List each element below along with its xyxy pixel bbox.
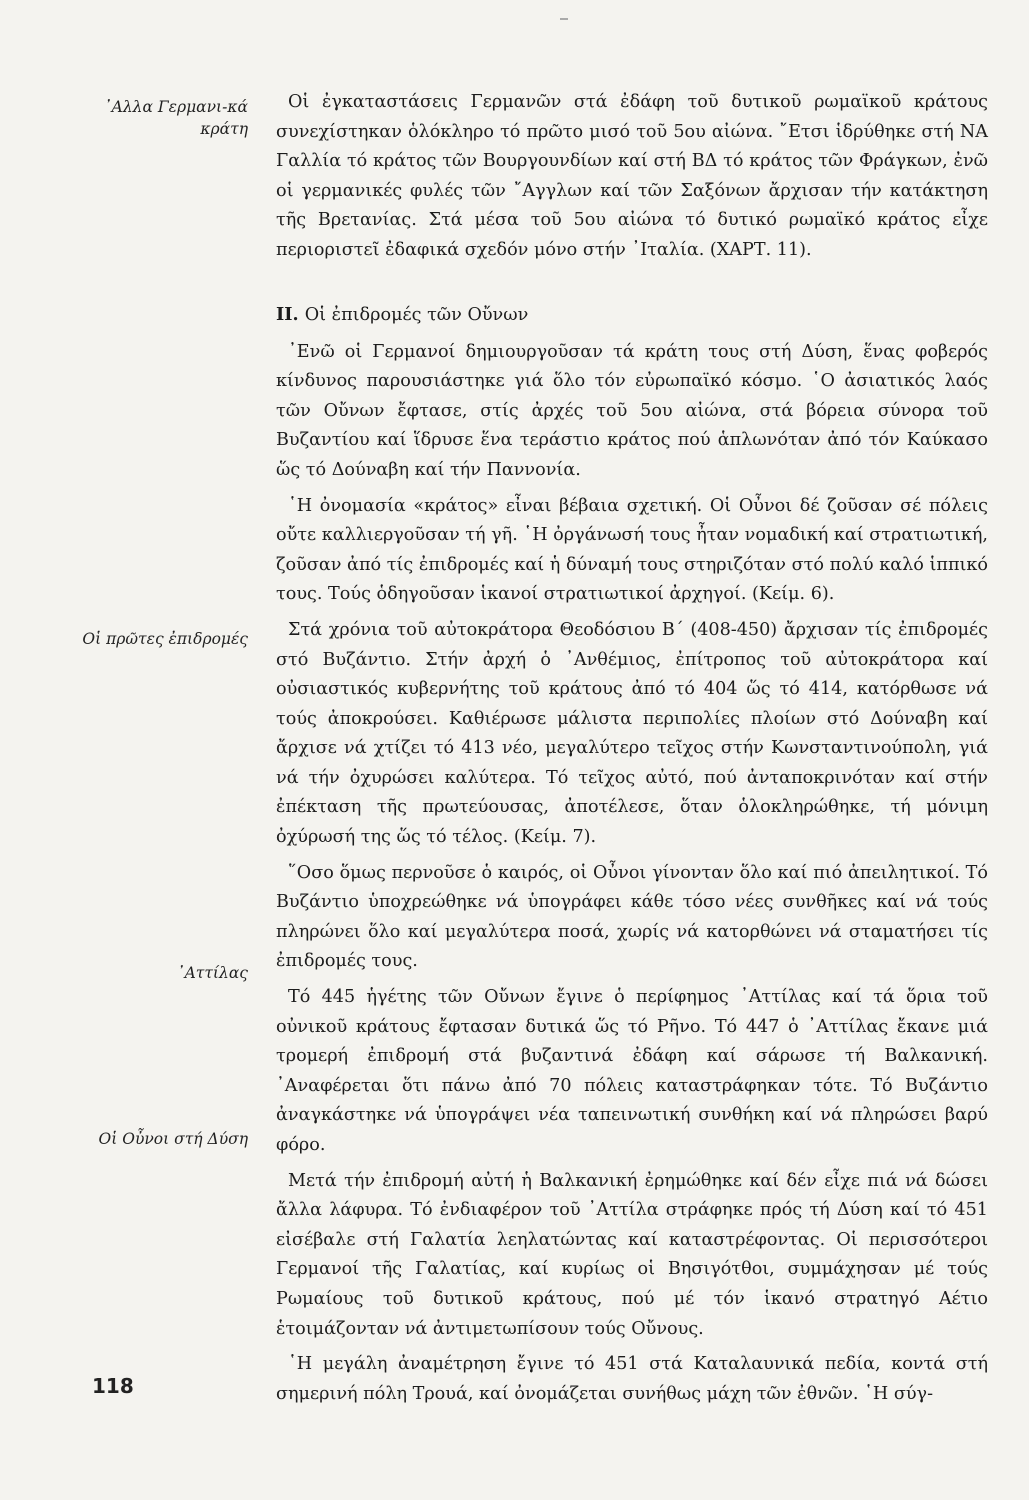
paragraph-battle-of-nations: ῾Η μεγάλη ἀναμέτρηση ἔγινε τό 451 στά Καταλαυνικά πεδία, κοντά στή σημερινή πόλη Τρουά, καί ὀνομάζεται συνήθως μάχη τῶν ἐθνῶν. ῾Η σύγ-: [276, 1354, 988, 1404]
print-mark: [560, 18, 568, 20]
section-heading: [276, 302, 988, 328]
margin-note-ounnoi-dysi: Οἱ Οὖνοι στή Δύση: [98, 1130, 248, 1148]
paragraph-threat-grows: ῞Οσο ὅμως περνοῦσε ὁ καιρός, οἱ Οὖνοι γίνονταν ὅλο καί πιό ἀπειλητικοί. Τό Βυζάντιο ὑποχρεώθηκε νά ὑπογράφει κάθε τόσο νέες συνθῆκες καί νά τούς πληρώνει ὅλο καί μεγαλύτερα ποσά, χωρίς νά κατορθώνει νά σταματήσει τίς ἐπιδρομές τους.: [276, 862, 988, 972]
main-text: [276, 88, 988, 1409]
section-numeral: ΙΙ.: [276, 303, 299, 325]
paragraph-huns-state: ῾Η ὀνομασία «κράτος» εἶναι βέβαια σχετική. Οἱ Οὖνοι δέ ζοῦσαν σέ πόλεις οὔτε καλλιεργοῦσαν τή γῆ. ῾Η ὀργάνωσή τους ἦταν νομαδική καί στρατιωτική, ζοῦσαν ἀπό τίς ἐπιδρομές καί ἡ δύναμή τους στηριζόταν στό πολύ καλό ἱππικό τους. Τούς ὁδηγοῦσαν ἱκανοί στρατιωτικοί ἀρχηγοί. (Κείμ. 6).: [276, 495, 988, 605]
margin-note-attilas: ᾽Αττίλας: [176, 964, 248, 982]
margin-note-protes-epidromes: Οἱ πρῶτες ἐπιδρομές: [82, 630, 248, 648]
paragraph-huns-west: Μετά τήν ἐπιδρομή αὐτή ἡ Βαλκανική ἐρημώθηκε καί δέν εἶχε πιά νά δώσει ἄλλα λάφυρα. Τό ἐνδιαφέρον τοῦ ᾽Αττίλα στράφηκε πρός τή Δύση καί τό 451 εἰσέβαλε στή Γαλατία λεηλατώντας καί καταστρέφοντας. Οἱ περισσότεροι Γερμανοί τῆς Γαλατίας, καί κυρίως οἱ Βησιγότθοι, συμμάχησαν μέ τούς Ρωμαίους τοῦ δυτικοῦ κράτους, πού μέ τόν ἱκανό στρατηγό Αέτιο ἑτοιμάζονταν νά ἀντιμετωπίσουν τούς Οὔνους.: [276, 1170, 988, 1339]
paragraph-attila: Τό 445 ἡγέτης τῶν Οὔνων ἔγινε ὁ περίφημος ᾽Αττίλας καί τά ὅρια τοῦ οὐνικοῦ κράτους ἔφτασαν δυτικά ὥς τό Ρῆνο. Τό 447 ὁ ᾽Αττίλας ἔκανε μιά τρομερή ἐπιδρομή στά βυζαντινά ἐδάφη καί σάρωσε τή Βαλκανική. ᾽Αναφέρεται ὅτι πάνω ἀπό 70 πόλεις καταστράφηκαν τότε. Τό Βυζάντιο ἀναγκάστηκε νά ὑπογράψει νέα ταπεινωτική συνθήκη καί νά πληρώσει βαρύ φόρο.: [276, 987, 988, 1155]
paragraph-germanic-settlements: Οἱ ἐγκαταστάσεις Γερμανῶν στά ἐδάφη τοῦ δυτικοῦ ρωμαϊκοῦ κράτους συνεχίστηκαν ὁλόκληρο τό πρῶτο μισό τοῦ 5ου αἰώνα. ῎Ετσι ἱδρύθηκε στή ΝΑ Γαλλία τό κράτος τῶν Βουργουνδίων καί στή ΒΔ τό κράτος τῶν Φράγκων, ἐνῶ οἱ γερμανικές φυλές τῶν ῎Αγγλων καί τῶν Σαξόνων ἄρχισαν τήν κατάκτηση τῆς Βρετανίας. Στά μέσα τοῦ 5ου αἰώνα τό δυτικό ρωμαϊκό κράτος εἶχε περιοριστεῖ ἐδαφικά σχεδόν μόνο στήν ᾽Ιταλία. (ΧΑΡΤ. 11).: [276, 92, 988, 260]
section-title: Οἱ ἐπιδρομές τῶν Οὔνων: [304, 304, 529, 325]
paragraph-huns-arrival: ᾽Ενῶ οἱ Γερμανοί δημιουργοῦσαν τά κράτη τους στή Δύση, ἕνας φοβερός κίνδυνος παρουσιάστηκε γιά ὅλο τόν εὐρωπαϊκό κόσμο. ῾Ο ἀσιατικός λαός τῶν Οὔνων ἔφτασε, στίς ἀρχές τοῦ 5ου αἰώνα, στά βόρεια σύνορα τοῦ Βυζαντίου καί ἵδρυσε ἕνα τεράστιο κράτος πού ἁπλωνόταν ἀπό τόν Καύκασο ὥς τό Δούναβη καί τήν Παννονία.: [276, 341, 988, 480]
margin-note-allo-germanika: ᾽Αλλα Γερμανι-κά κράτη: [103, 98, 248, 138]
paragraph-first-raids: Στά χρόνια τοῦ αὐτοκράτορα Θεοδόσιου Β΄ (408-450) ἄρχισαν τίς ἐπιδρομές στό Βυζάντιο. Στήν ἀρχή ὁ ᾽Ανθέμιος, ἐπίτροπος τοῦ αὐτοκράτορα καί οὐσιαστικός κυβερνήτης τοῦ κράτους ἀπό τό 404 ὥς τό 414, κατόρθωσε νά τούς ἀποκρούσει. Καθιέρωσε μάλιστα περιπολίες πλοίων στό Δούναβη καί ἄρχισε νά χτίζει τό 413 νέο, μεγαλύτερο τεῖχος στήν Κωνσταντινούπολη, γιά νά τήν ὀχυρώσει καλύτερα. Τό τεῖχος αὐτό, πού ἀνταποκρινόταν καί στήν ἐπέκταση τῆς πρωτεύουσας, ἀποτέλεσε, ὅταν ὁλοκληρώθηκε, τή μόνιμη ὀχύρωσή της ὥς τό τέλος. (Κείμ. 7).: [276, 619, 988, 848]
page-number: 118: [92, 1374, 134, 1398]
